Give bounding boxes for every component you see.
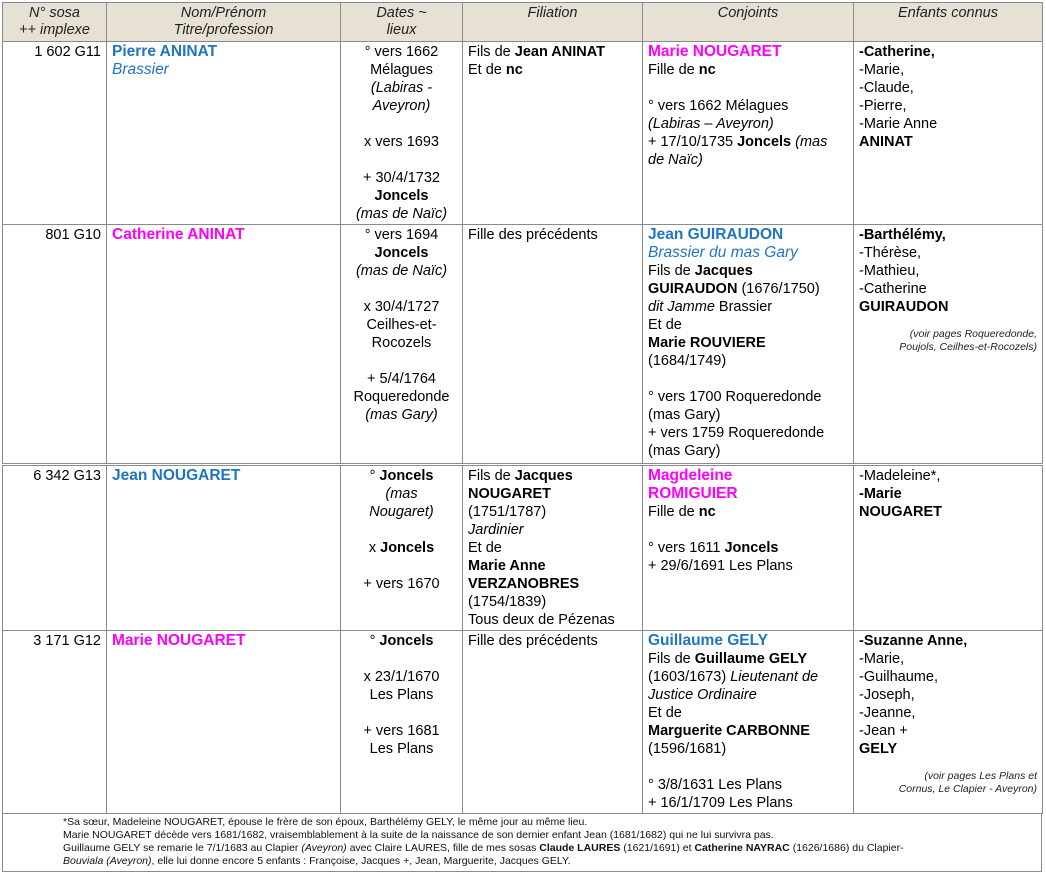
dates-cell: ° vers 1694 Joncels (mas de Naïc) x 30/4/1727 Ceilhes-et- Rocozels + 5/4/1764 Roqueredonde (mas Gary) [341, 225, 463, 465]
spouse-cell: Guillaume GELY Fils de Guillaume GELY (1603/1673) Lieutenant de Justice Ordinaire Et de Marguerite CARBONNE (1596/1681) ° 3/8/1631 Les Plans + 16/1/1709 Les Plans [643, 631, 854, 814]
spouse-name: Jean GUIRAUDON [648, 226, 784, 243]
sosa-cell: 6 342 G13 [3, 465, 107, 631]
table-row [3, 225, 1043, 465]
header-children: Enfants connus [854, 3, 1043, 42]
filiation-cell: Fille des précédents [463, 631, 643, 814]
footnote: *Sa sœur, Madeleine NOUGARET, épouse le frère de son époux, Barthélémy GELY, le même jour au même lieu. Marie NOUGARET décède vers 1681/1682, vraisemblablement à la suite de la naissance de son dernier enfant Jean (1681/1682) qui ne lui survivra pas. Guillaume GELY se remarie le 7/1/1683 au Clapier (Aveyron) avec Claire LAURES, fille de mes sosas Claude LAURES (1621/1691) et Catherine NAYRAC (1626/1686) du Clapier- Bouviala (Aveyron), elle lui donne encore 5 enfants : Françoise, Jacques +, Jean, Marguerite, Jacques GELY. [2, 814, 1042, 872]
children-cell: -Barthélémy, -Thérèse, -Mathieu, -Catherine GUIRAUDON (voir pages Roqueredonde, Poujols, Ceilhes-et-Rocozels) [854, 225, 1043, 465]
person-profession: Brassier [112, 61, 169, 78]
name-cell [107, 631, 341, 814]
spouse-name: Guillaume GELY [648, 632, 769, 649]
spouse-cell: Magdeleine ROMIGUIER Fille de nc ° vers 1611 Joncels + 29/6/1691 Les Plans [643, 465, 854, 631]
header-dates: Dates ~ lieux [341, 3, 463, 42]
person-name: Jean NOUGARET [112, 467, 241, 484]
table-row [3, 465, 1043, 631]
name-cell [107, 42, 341, 225]
person-name: Pierre ANINAT [112, 43, 218, 60]
name-cell [107, 225, 341, 465]
dates-cell: ° Joncels x 23/1/1670 Les Plans + vers 1681 Les Plans [341, 631, 463, 814]
spouse-name: Marie NOUGARET [648, 43, 782, 60]
filiation-cell: Fils de Jacques NOUGARET (1751/1787) Jardinier Et de Marie Anne VERZANOBRES (1754/1839) Tous deux de Pézenas [463, 465, 643, 631]
header-spouses: Conjoints [643, 3, 854, 42]
sosa-cell: 801 G10 [3, 225, 107, 465]
header-name: Nom/Prénom Titre/profession [107, 3, 341, 42]
filiation-cell: Fille des précédents [463, 225, 643, 465]
sosa-cell: 1 602 G11 [3, 42, 107, 225]
spouse-cell: Jean GUIRAUDON Brassier du mas Gary Fils de Jacques GUIRAUDON (1676/1750) dit Jamme Brassier Et de Marie ROUVIERE (1684/1749) ° vers 1700 Roqueredonde (mas Gary) + vers 1759 Roqueredonde (mas Gary) [643, 225, 854, 465]
header-filiation: Filiation [463, 3, 643, 42]
name-cell [107, 465, 341, 631]
children-cell: -Catherine, -Marie, -Claude, -Pierre, -Marie Anne ANINAT [854, 42, 1043, 225]
spouse-name: Magdeleine [648, 467, 733, 484]
sosa-cell: 3 171 G12 [3, 631, 107, 814]
children-cell: -Suzanne Anne, -Marie, -Guilhaume, -Joseph, -Jeanne, -Jean + GELY (voir pages Les Plans et Cornus, Le Clapier - Aveyron) [854, 631, 1043, 814]
genealogy-sheet [2, 2, 1044, 872]
person-name: Catherine ANINAT [112, 226, 245, 243]
genealogy-table [2, 2, 1043, 814]
dates-cell: ° Joncels (mas Nougaret) x Joncels + vers 1670 [341, 465, 463, 631]
header-sosa: N° sosa ++ implexe [3, 3, 107, 42]
person-name: Marie NOUGARET [112, 632, 246, 649]
spouse-cell: Marie NOUGARET Fille de nc ° vers 1662 Mélagues (Labiras – Aveyron) + 17/10/1735 Joncels (mas de Naïc) [643, 42, 854, 225]
dates-cell: ° vers 1662 Mélagues (Labiras - Aveyron) x vers 1693 + 30/4/1732 Joncels (mas de Naïc) [341, 42, 463, 225]
table-header-row [3, 3, 1043, 42]
see-pages-note: (voir pages Roqueredonde, [909, 328, 1037, 340]
table-row [3, 42, 1043, 225]
see-pages-note: (voir pages Les Plans et [924, 770, 1037, 782]
filiation-cell: Fils de Jean ANINAT Et de nc [463, 42, 643, 225]
spouse-profession: Brassier du mas Gary [648, 244, 798, 261]
table-row [3, 631, 1043, 814]
children-cell: -Madeleine*, -Marie NOUGARET [854, 465, 1043, 631]
